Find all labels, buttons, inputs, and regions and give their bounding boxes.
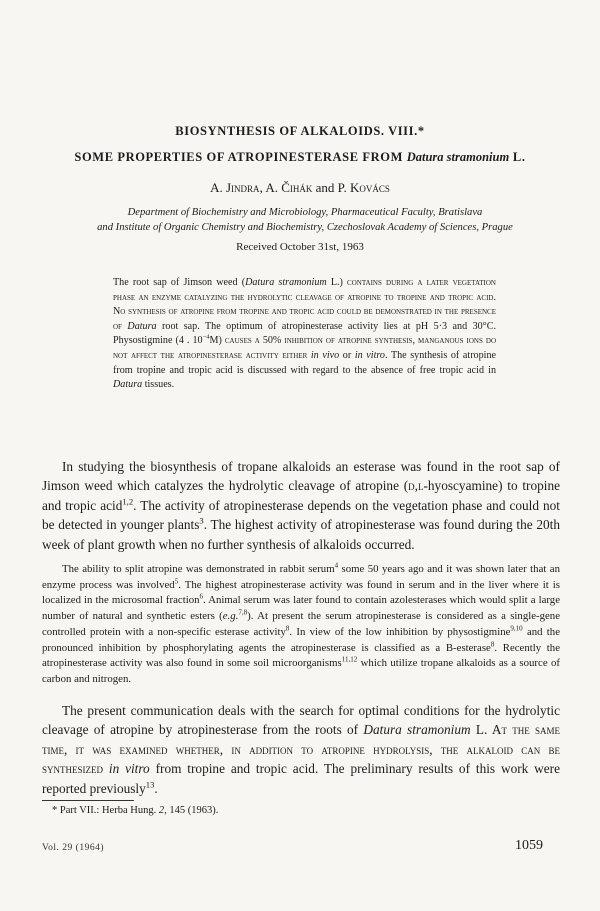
abstract-genus: Datura <box>127 320 157 332</box>
footnote-text: 145 (1963). <box>166 805 219 816</box>
abstract-text: root sap. The optimum of atropinesterase activity lies at pH 5·3 and 30°C. Physostigmine (4 . 10 <box>113 320 496 347</box>
aim-paragraph <box>42 701 560 798</box>
body-text: from tropine and tropic acid. The preliminary results of this work were reported previously <box>42 761 560 796</box>
reference-marker: 9,10 <box>510 624 523 633</box>
reference-marker: 11,12 <box>341 655 358 664</box>
reference-marker: 1,2 <box>122 496 134 507</box>
reference-marker: 5 <box>174 577 179 586</box>
background-paragraph <box>42 562 560 688</box>
author-1-name: Jindra <box>226 180 260 195</box>
abstract-italic: in vivo <box>310 349 340 361</box>
reference-marker: 8 <box>285 624 290 633</box>
body-text: and the pronounced inhibition by phosphorylating agents the atropinesterase is classified as a B-esterase <box>42 625 560 654</box>
author-and: and P. <box>312 180 350 195</box>
abstract-species: Datura stramonium <box>245 277 327 288</box>
author-1-initial: A. <box>210 180 226 195</box>
footnote <box>52 805 532 816</box>
reference-marker: 4 <box>334 561 339 570</box>
abstract-exponent: −4 <box>202 334 210 342</box>
body-text: . The highest activity of atropinesterase was found during the 20th week of plant growth when no further synthesis of alkaloids occurred. <box>42 517 560 552</box>
abstract <box>113 276 496 393</box>
author-separator: , A. <box>259 180 282 195</box>
affiliation-line-1: Department of Biochemistry and Microbiology, Pharmaceutical Faculty, Bratislava <box>127 207 483 218</box>
body-text: . In view of the low inhibition by physostigmine <box>289 625 511 638</box>
authors <box>0 180 600 196</box>
reference-marker: 3 <box>199 515 204 526</box>
page-number: 1059 <box>515 838 543 853</box>
title-line-1: BIOSYNTHESIS OF ALKALOIDS. VIII.* <box>175 124 425 138</box>
abstract-text: . The synthesis of atropine from tropine and tropic acid is discussed with regard to the absence of free tropic acid in <box>113 349 496 376</box>
author-2-name: Čihák <box>281 180 313 195</box>
abstract-genus: Datura <box>113 379 143 391</box>
affiliation <box>40 205 570 235</box>
reference-marker: 13 <box>145 779 155 790</box>
reference-marker: 6 <box>199 592 204 601</box>
title-line-2-suffix: L. <box>509 150 526 164</box>
title-line-2 <box>0 150 600 165</box>
body-text: . Recently the atropinesterase activity was also found in some soil microorganisms <box>42 641 560 670</box>
footnote-text: * Part VII.: Herba Hung. <box>52 805 159 816</box>
body-text: The present communication deals with the search for optimal conditions for the hydrolytic cleavage of atropine by atropinesterase from the roots of <box>42 703 560 738</box>
body-text: . <box>154 780 158 796</box>
footnote-rule <box>42 800 134 801</box>
abstract-text: L.) contains during a later vegetation phase an enzyme catalyzing the hydrolytic cleavage of atropine to tropine and tropic acid. No synthesis of atropine from tropine and tropic acid could be demonstrated in the presence of <box>113 277 496 332</box>
abstract-text: M) causes a 50% inhibition of atropine synthesis, manganous ions do not affect the atropinesterase activity either <box>113 335 496 361</box>
author-3-name: Kovács <box>349 180 390 195</box>
abstract-text: or <box>339 349 355 361</box>
body-text: The ability to split atropine was demonstrated in rabbit serum <box>62 563 335 575</box>
abstract-text: tissues. <box>142 379 175 391</box>
affiliation-line-2: and Institute of Organic Chemistry and Biochemistry, Czechoslovak Academy of Sciences, Prague <box>97 222 513 233</box>
abstract-italic: in vitro <box>354 349 385 361</box>
body-text: L. At the same time, it was examined whether, in addition to atropine hydrolysis, the alkaloid can be synthesized <box>42 722 560 777</box>
body-text: ). At present the serum atropinesterase is considered as a single-gene controlled protein with a non-specific esterase activity <box>42 610 560 638</box>
body-species: Datura stramonium <box>363 722 471 738</box>
journal-volume: Vol. 29 (1964) <box>42 843 104 853</box>
received-date: Received October 31st, 1963 <box>236 241 364 253</box>
footnote-volume: 2, <box>158 805 167 816</box>
intro-paragraph <box>42 457 560 554</box>
abstract-text: The root sap of Jimson weed ( <box>113 277 246 288</box>
reference-marker: 8 <box>490 639 495 648</box>
title-species: Datura stramonium <box>406 150 510 164</box>
title-line-2-prefix: SOME PROPERTIES OF ATROPINESTERASE FROM <box>74 150 407 164</box>
body-text: -hyoscyamine) to tropine and tropic acid <box>42 478 561 513</box>
reference-marker: 7,8 <box>238 608 248 617</box>
body-text: some 50 years ago and it was shown later that an enzyme process was involved <box>42 563 560 591</box>
body-italic: in vitro <box>108 761 150 777</box>
body-text: . The highest atropinesterase activity was found in serum and in the liver where it is localized in the microsomal fraction <box>42 578 560 607</box>
body-text: . Animal serum was later found to contain azolesterases which would split a large number of natural and synthetic esters ( <box>42 594 560 623</box>
body-italic: e.g. <box>222 610 239 623</box>
body-text: which utilize tropane alkaloids as a source of carbon and nitrogen. <box>42 657 560 685</box>
body-text: d,l <box>408 478 424 494</box>
body-text: In studying the biosynthesis of tropane alkaloids an esterase was found in the root sap of Jimson weed which catalyzes the hydrolytic cleavage of atropine ( <box>42 459 560 494</box>
body-text: . The activity of atropinesterase depends on the vegetation phase and could not be detected in younger plants <box>42 497 560 533</box>
